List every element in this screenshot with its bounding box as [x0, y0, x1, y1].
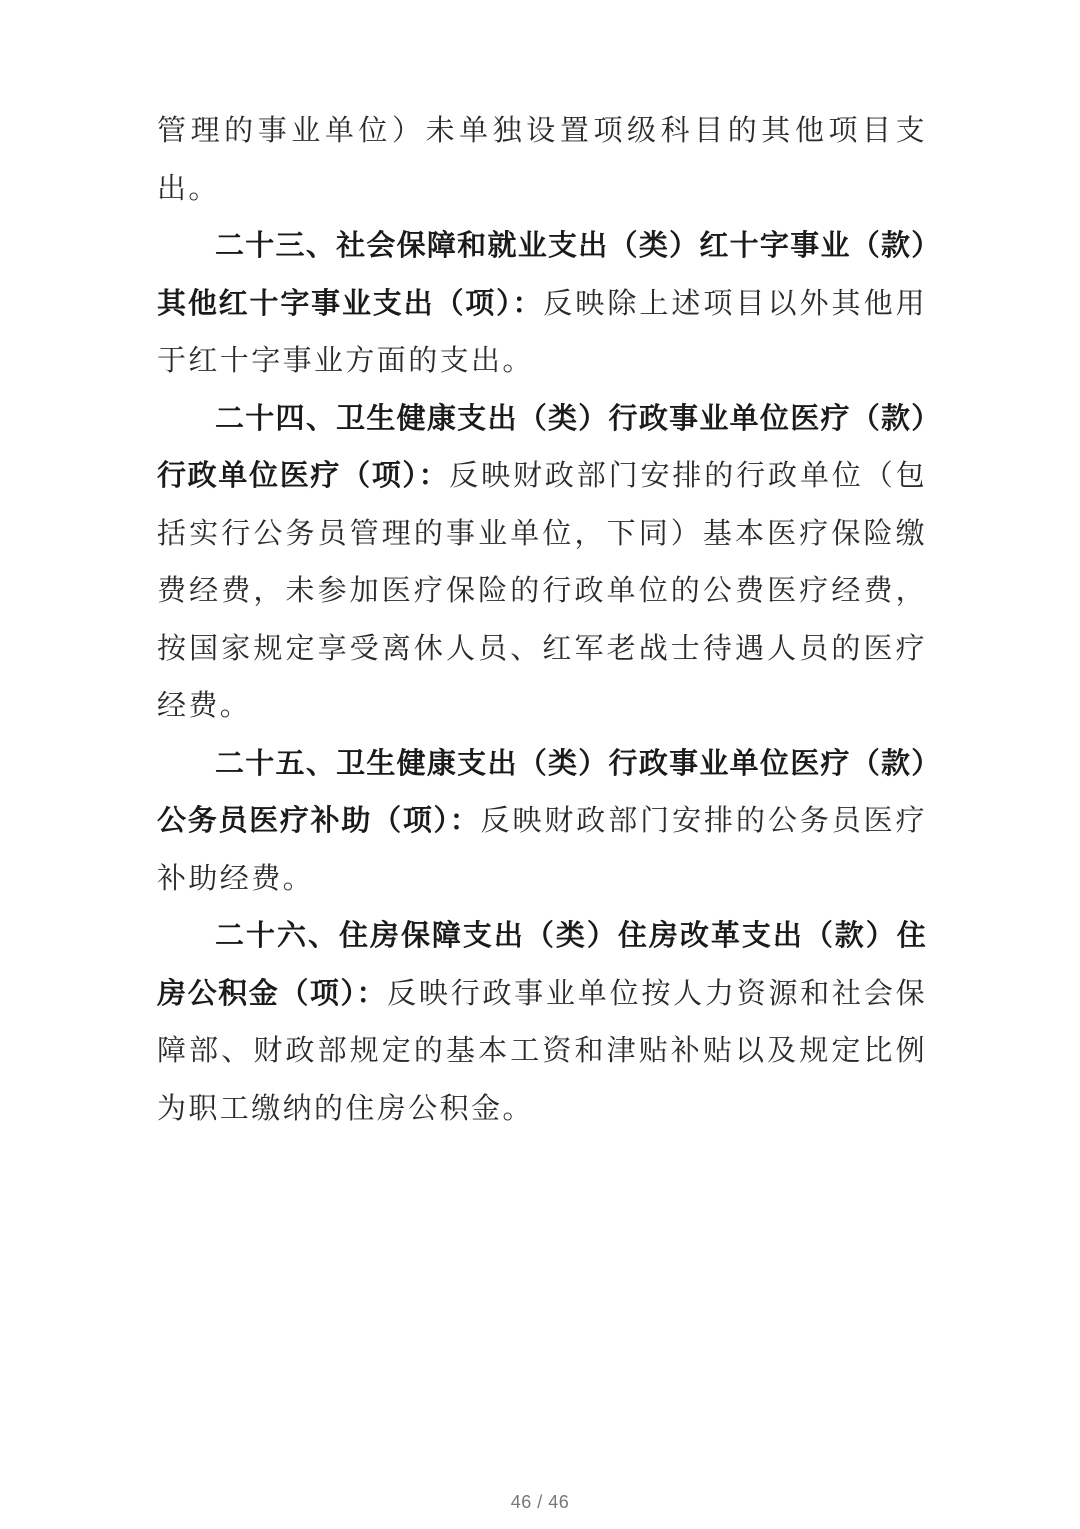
item-heading-23: 二十三、社会保障和就业支出（类）红十字事业（款）其他红十字事业支出（项）：: [157, 228, 927, 320]
item-paragraph-25: [157, 735, 927, 908]
item-heading-24: 二十四、卫生健康支出（类）行政事业单位医疗（款）行政单位医疗（项）：: [157, 400, 927, 492]
item-body-23: 反映除上述项目以外其他用于红十字事业方面的支出。: [157, 285, 927, 377]
item-heading-25: 二十五、卫生健康支出（类）行政事业单位医疗（款）公务员医疗补助（项）：: [157, 745, 927, 837]
item-body-24: 反映财政部门安排的行政单位（包括实行公务员管理的事业单位，下同）基本医疗保险缴费经费，未参加医疗保险的行政单位的公费医疗经费，按国家规定享受离休人员、红军老战士待遇人员的医疗经费。: [157, 458, 927, 722]
document-body: [157, 102, 927, 1137]
item-heading-26: 二十六、住房保障支出（类）住房改革支出（款）住房公积金（项）：: [157, 918, 927, 1010]
item-body-25: 反映财政部门安排的公务员医疗补助经费。: [157, 803, 927, 895]
continuation-text: 管理的事业单位）未单独设置项级科目的其他项目支出。: [157, 113, 927, 205]
item-paragraph-26: [157, 907, 927, 1137]
item-paragraph-23: [157, 217, 927, 390]
page-number: 46 / 46: [510, 1492, 570, 1512]
continuation-paragraph: [157, 102, 927, 217]
item-body-26: 反映行政事业单位按人力资源和社会保障部、财政部规定的基本工资和津贴补贴以及规定比例为职工缴纳的住房公积金。: [157, 975, 927, 1125]
item-paragraph-24: [157, 390, 927, 735]
